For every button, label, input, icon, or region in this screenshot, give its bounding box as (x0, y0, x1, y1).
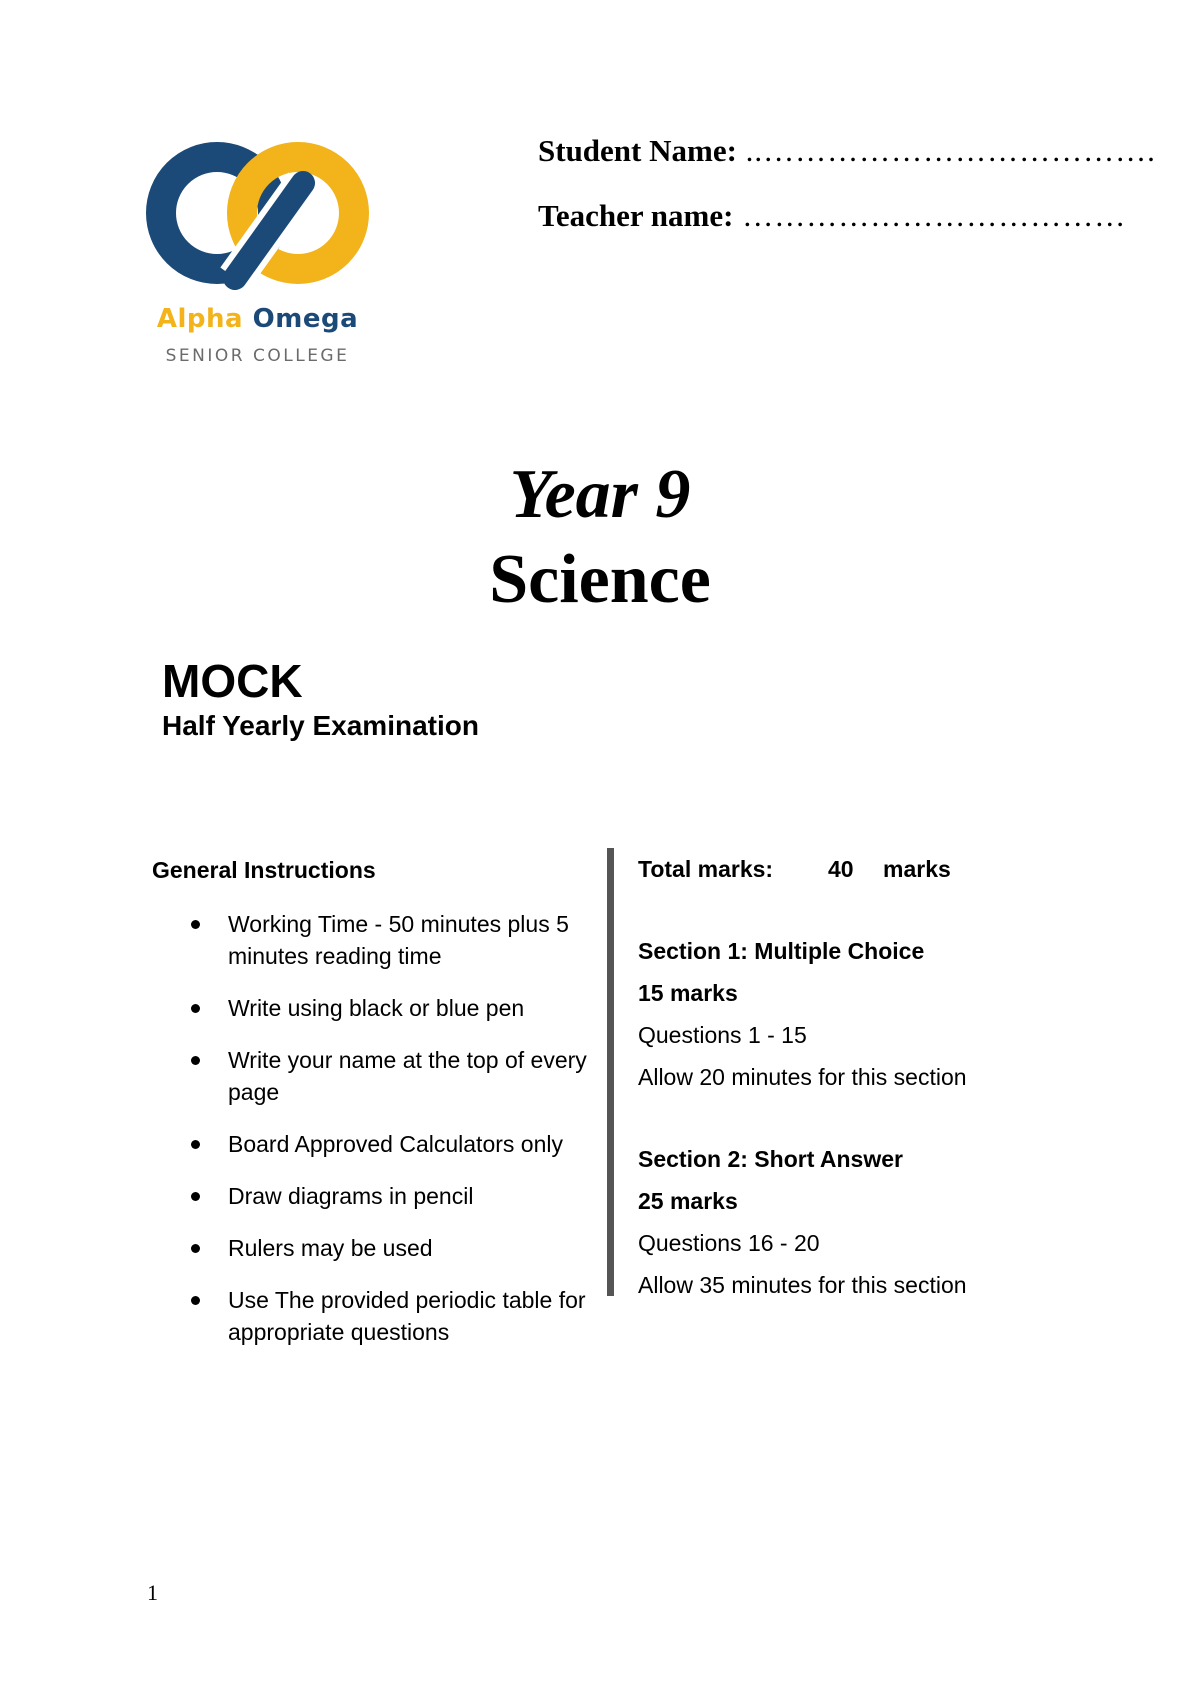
section-1-allow: Allow 20 minutes for this section (638, 1064, 967, 1090)
page-number: 1 (147, 1580, 158, 1605)
column-divider (607, 848, 614, 1296)
section-2-marks: 25 marks (638, 1188, 738, 1214)
logo-subtitle: SENIOR COLLEGE (165, 346, 350, 363)
instruction-text: Write using black or blue pen (228, 995, 525, 1021)
bullet-icon (191, 1056, 200, 1065)
bullet-icon (191, 1244, 200, 1253)
teacher-name-label: Teacher name: (538, 198, 734, 233)
bullet-icon (191, 1004, 200, 1013)
logo-word-alpha: Alpha (156, 304, 244, 334)
section-1-marks: 15 marks (638, 980, 738, 1006)
logo-word-omega: Omega (252, 304, 359, 334)
total-marks-value: 40 (828, 856, 854, 882)
exam-type-heading: Half Yearly Examination (162, 710, 479, 741)
logo-wordmark (145, 304, 370, 334)
section-1-title: Section 1: Multiple Choice (638, 938, 925, 964)
instruction-text: Board Approved Calculators only (228, 1131, 563, 1157)
total-marks (638, 848, 1138, 890)
instruction-text: Write your name at the top of every page (228, 1047, 587, 1105)
instruction-text: Draw diagrams in pencil (228, 1183, 474, 1209)
bullet-icon (191, 1192, 200, 1201)
section-2-title: Section 2: Short Answer (638, 1146, 903, 1172)
bullet-icon (191, 920, 200, 929)
list-item (188, 908, 608, 972)
list-item (188, 1284, 608, 1348)
section-2-questions: Questions 16 - 20 (638, 1230, 820, 1256)
list-item (188, 1180, 608, 1212)
section-2-allow: Allow 35 minutes for this section (638, 1272, 967, 1298)
year-title: Year 9 (509, 456, 691, 533)
total-marks-label: Total marks: (638, 856, 774, 882)
list-item (188, 1128, 608, 1160)
list-item (188, 1044, 608, 1108)
total-marks-unit: marks (883, 856, 951, 882)
exam-summary (638, 848, 1138, 1306)
teacher-name-blank: ……………………………… (733, 198, 1127, 233)
teacher-name-field (538, 198, 1126, 234)
section-1-questions: Questions 1 - 15 (638, 1022, 807, 1048)
list-item (188, 1232, 608, 1264)
instruction-text: Use The provided periodic table for appropriate questions (228, 1287, 586, 1345)
list-item (188, 992, 608, 1024)
student-name-field (538, 133, 1156, 169)
mock-heading: MOCK (162, 655, 303, 707)
bullet-icon (191, 1296, 200, 1305)
instruction-text: Rulers may be used (228, 1235, 433, 1261)
bullet-icon (191, 1140, 200, 1149)
logo-rings-icon (145, 140, 370, 300)
general-instructions-heading: General Instructions (152, 857, 376, 883)
subject-title: Science (489, 541, 711, 618)
student-name-label: Student Name: (538, 133, 737, 168)
instruction-text: Working Time - 50 minutes plus 5 minutes reading time (228, 911, 569, 969)
student-name-blank: ..………………………………. (736, 133, 1156, 168)
school-logo (145, 140, 370, 375)
instructions-list (188, 908, 608, 1368)
